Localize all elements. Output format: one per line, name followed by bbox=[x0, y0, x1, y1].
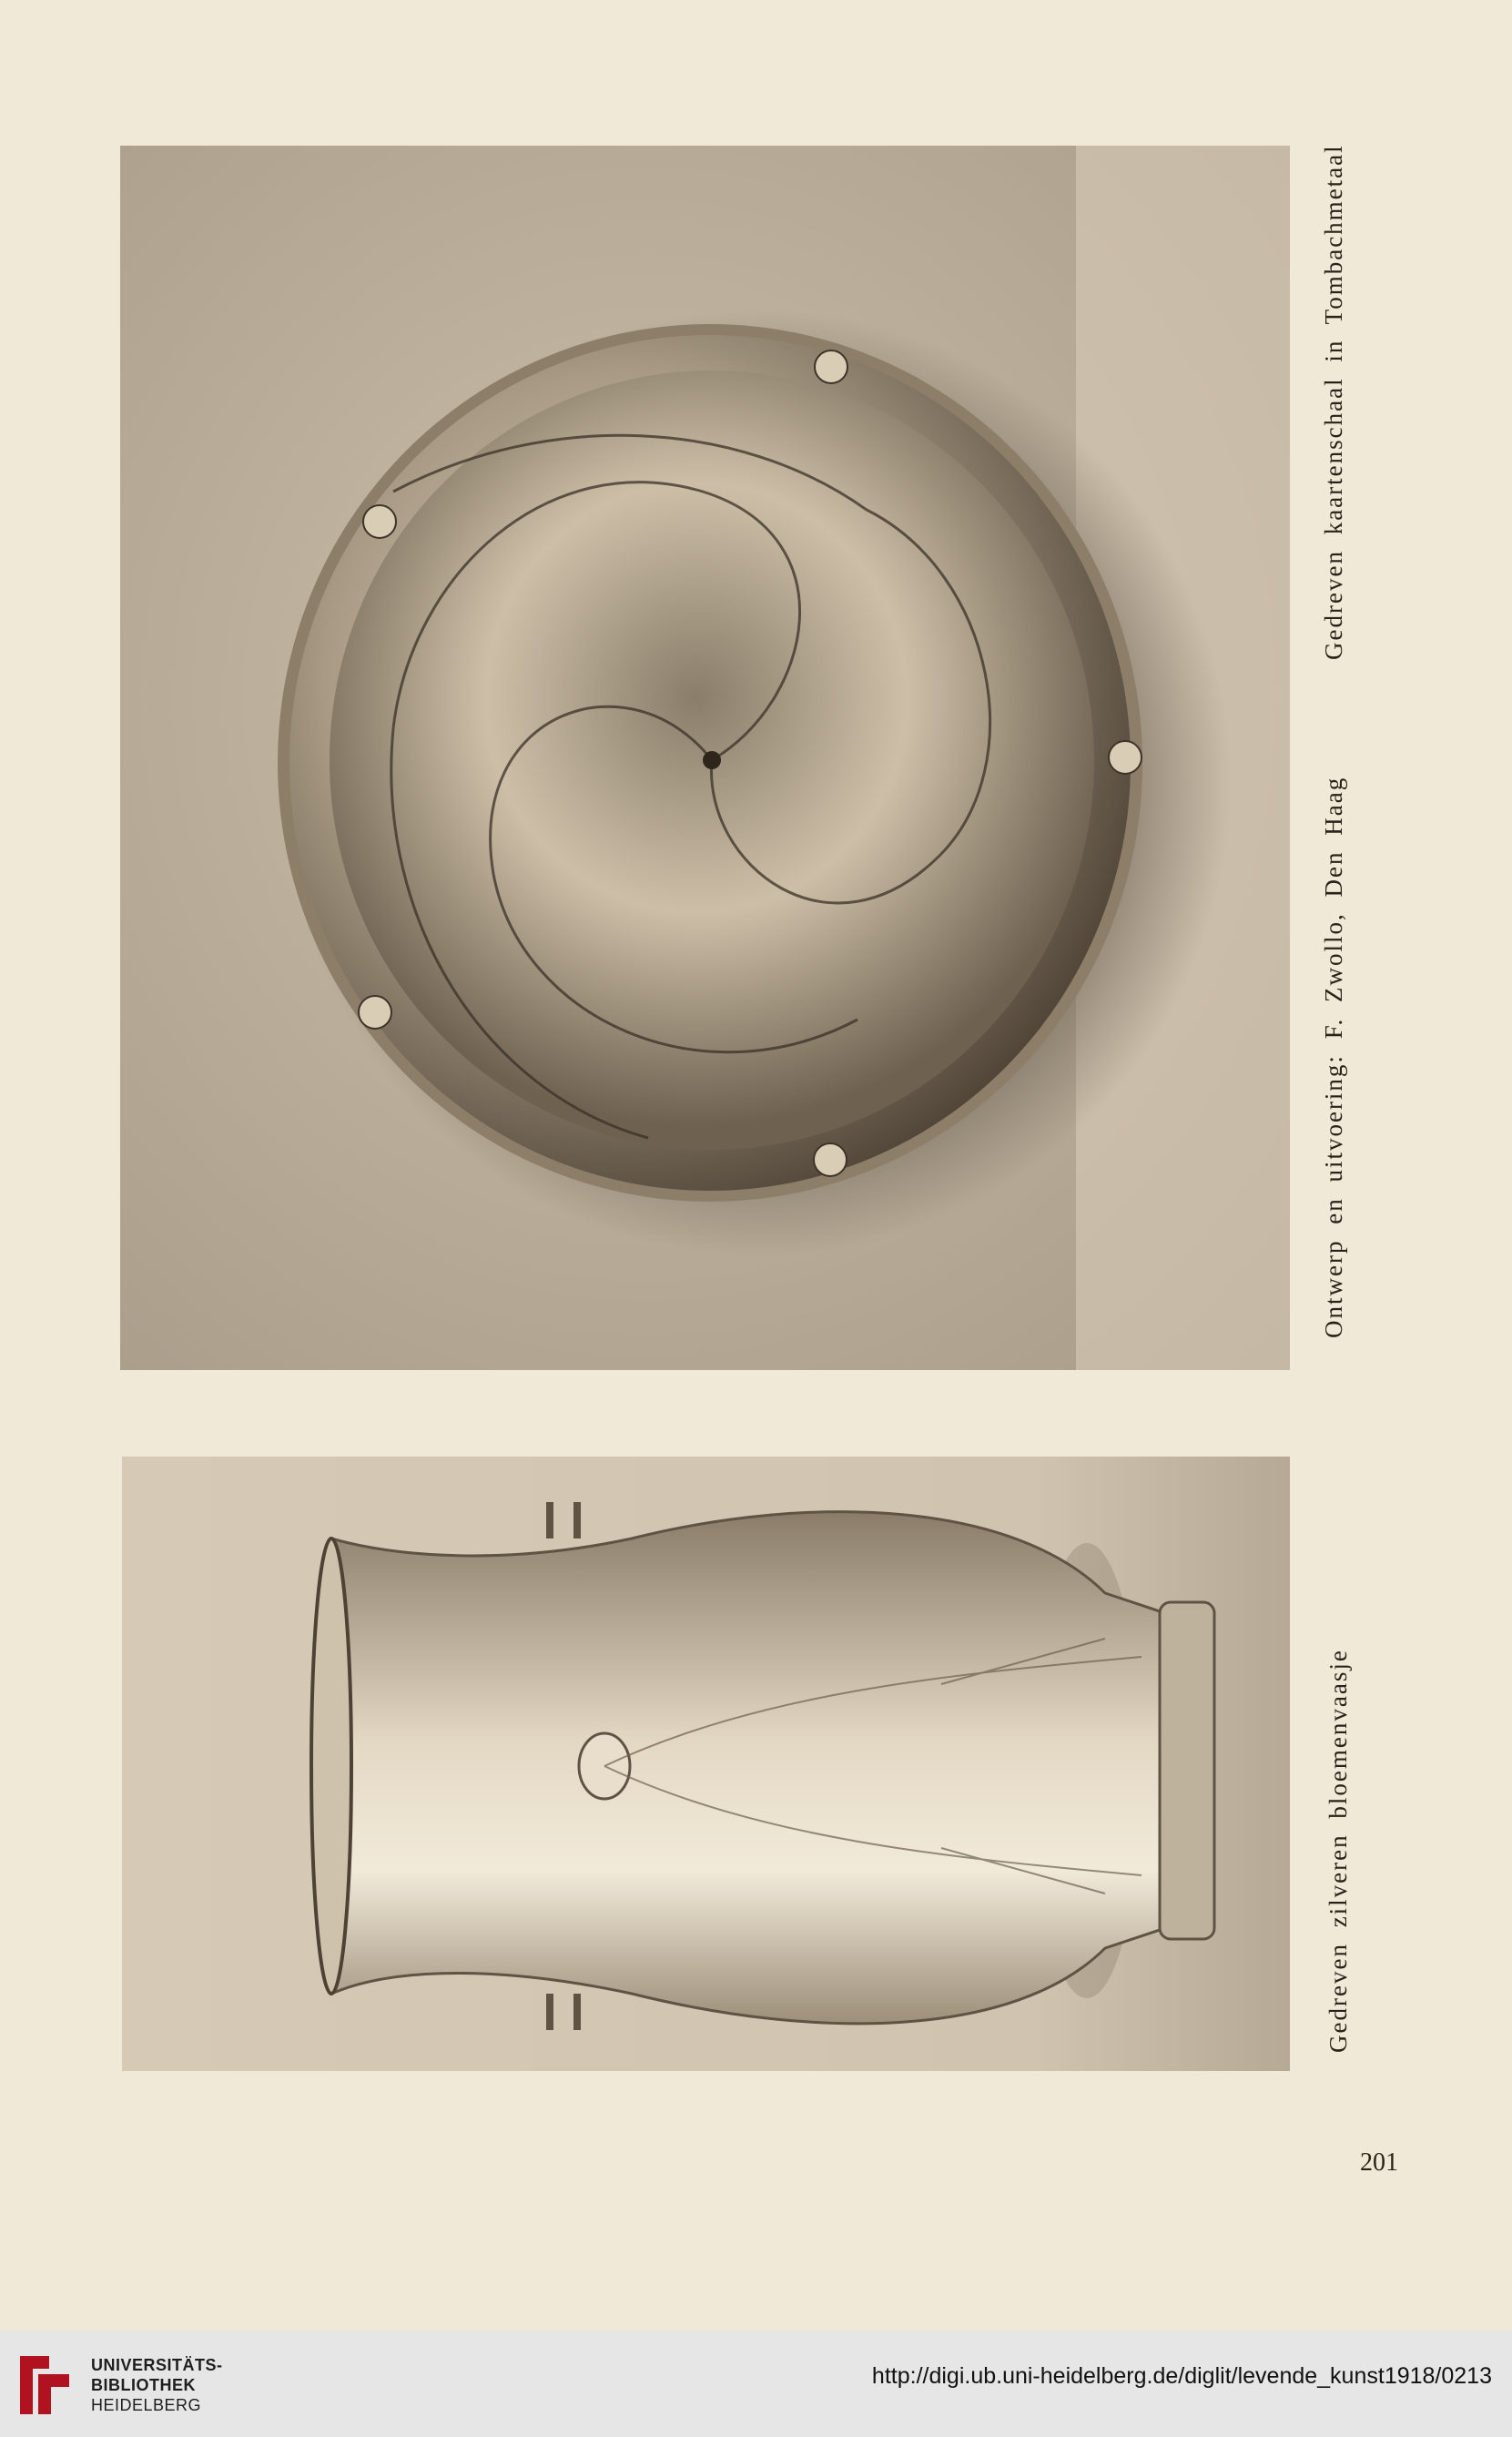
vase-image bbox=[122, 1457, 1290, 2071]
logo-text-line: BIBLIOTHEK bbox=[91, 2376, 196, 2394]
bowl-photograph bbox=[120, 146, 1290, 1370]
bowl-image bbox=[120, 146, 1290, 1370]
logo-text-line: UNIVERSITÄTS- bbox=[91, 2356, 223, 2374]
vase-caption: Gedreven zilveren bloemenvaasje bbox=[1324, 1649, 1352, 2053]
vase-photograph bbox=[122, 1457, 1290, 2071]
library-footer bbox=[0, 2330, 1512, 2437]
bowl-caption: Gedreven kaartenschaal in Tombachmetaal bbox=[1320, 144, 1347, 660]
permalink-url[interactable]: http://digi.ub.uni-heidelberg.de/diglit/levende_kunst1918/0213 bbox=[871, 2363, 1492, 2389]
designer-caption: Ontwerp en uitvoering: F. Zwollo, Den Haag bbox=[1320, 776, 1347, 1338]
page-number: 201 bbox=[1360, 2148, 1398, 2177]
university-library-logo-icon bbox=[13, 2351, 76, 2420]
logo-text-line: HEIDELBERG bbox=[91, 2396, 202, 2414]
